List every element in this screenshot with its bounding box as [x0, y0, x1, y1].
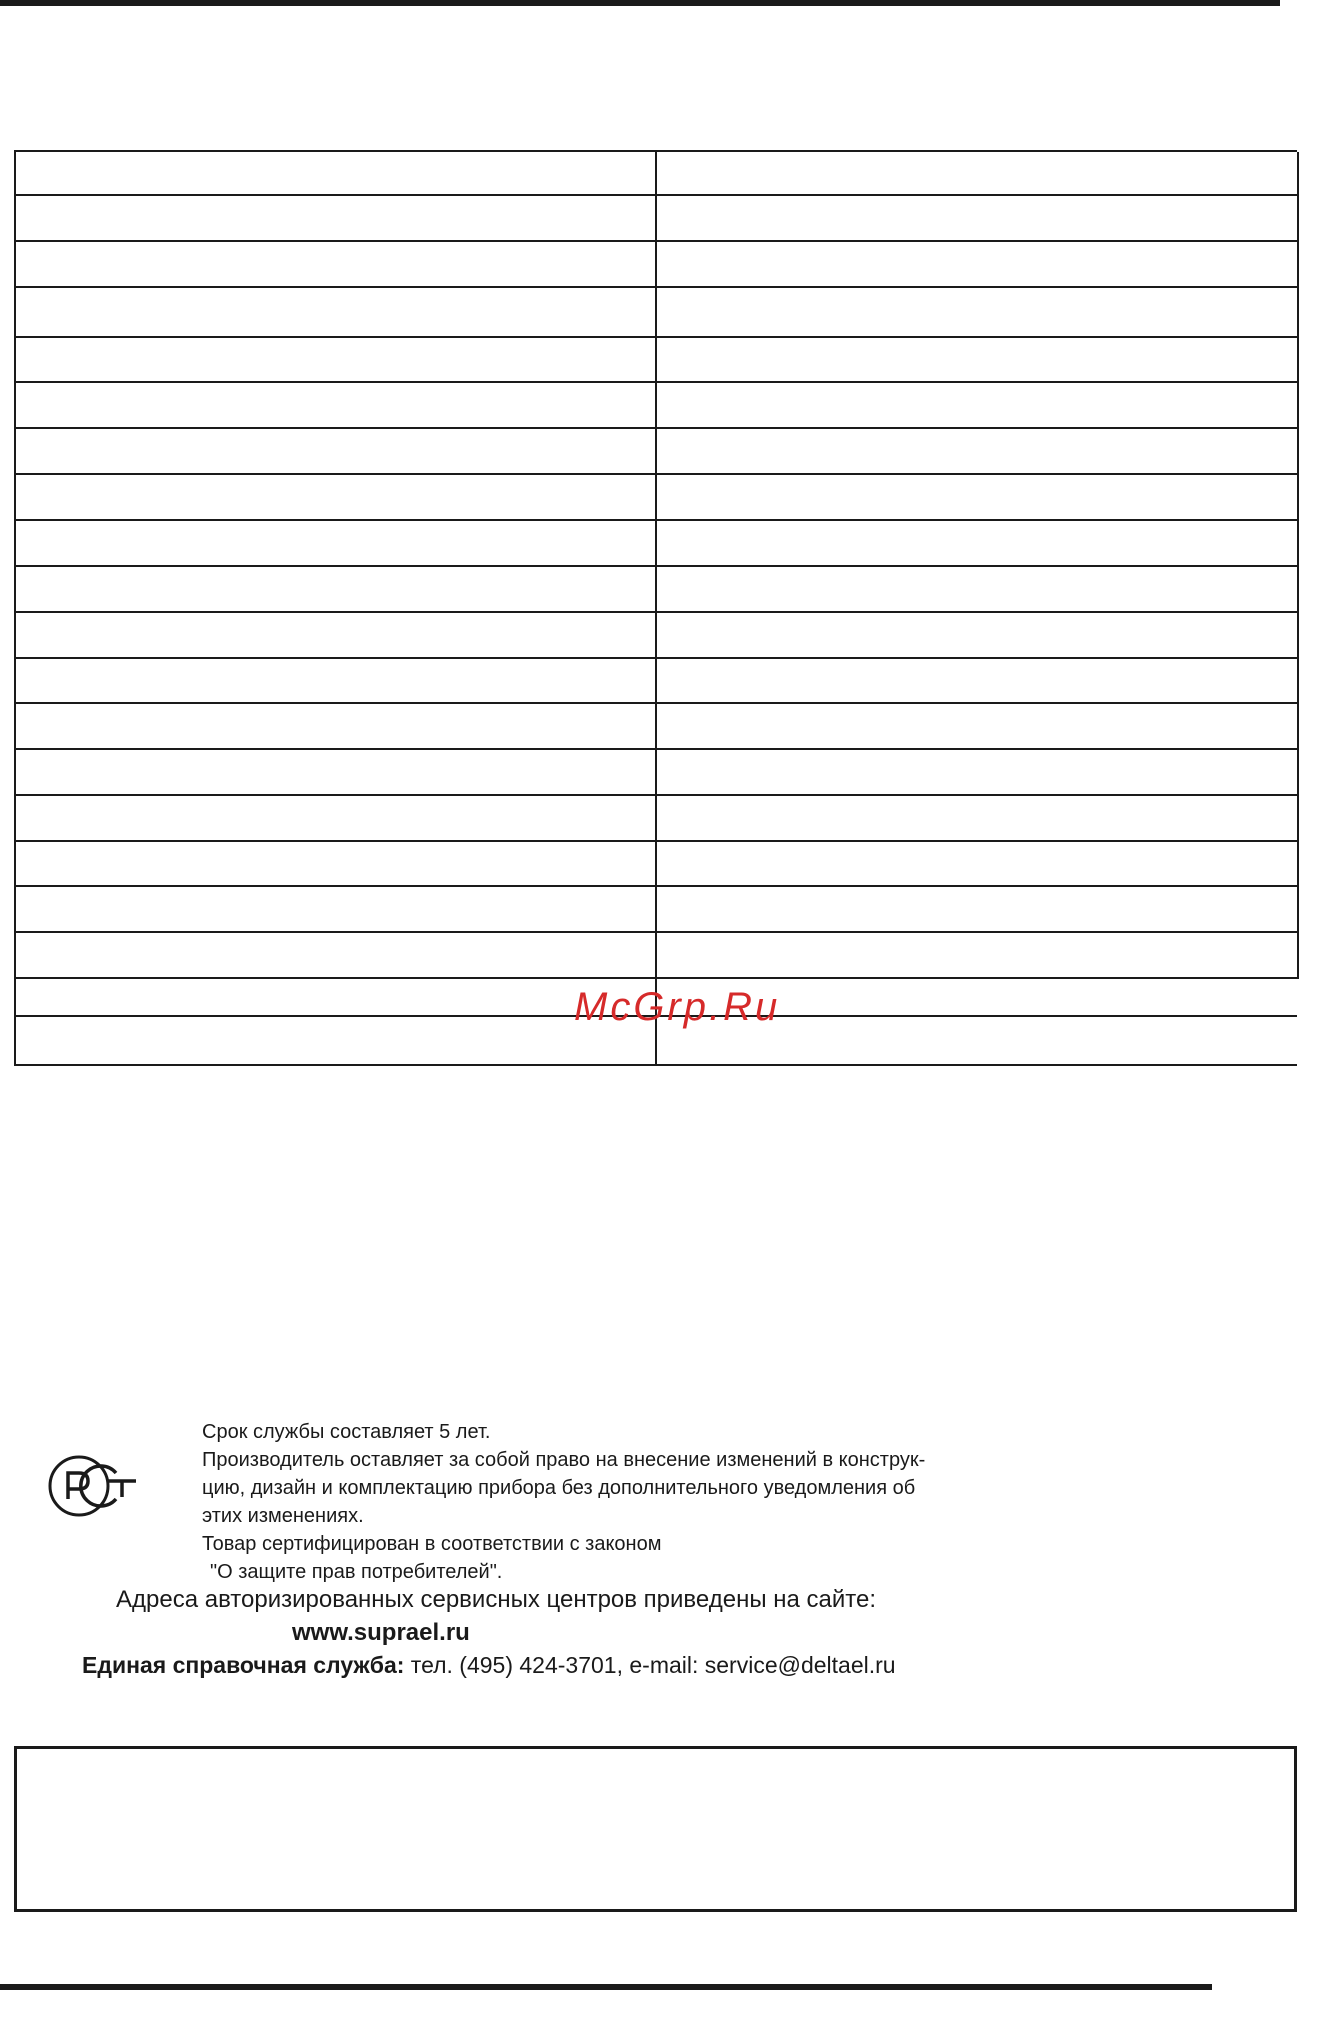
service-life-text: Срок службы составляет 5 лет. [202, 1421, 491, 1443]
bottom-empty-box [14, 1746, 1297, 1912]
table-cell-left [16, 1017, 657, 1064]
table-cell-left [16, 338, 657, 381]
table-cell-right [657, 242, 1297, 286]
service-centers-text: Адреса авторизированных сервисных центров приведены на сайте: [116, 1586, 877, 1613]
rst-certification-mark-icon [46, 1453, 142, 1519]
table-row [16, 196, 1297, 242]
table-row [16, 475, 1297, 521]
manufacturer-rights-line-2: цию, дизайн и комплектацию прибора без дополнительного уведомления об [202, 1477, 916, 1499]
table-cell-left [16, 521, 657, 565]
helpdesk-contact: тел. (495) 424-3701, e-mail: service@deltael.ru [410, 1652, 896, 1678]
table-cell-left [16, 659, 657, 702]
table-row [16, 152, 1297, 196]
table-cell-left [16, 567, 657, 611]
table-cell-right [657, 383, 1297, 427]
table-cell-right [657, 750, 1297, 794]
table-cell-left [16, 383, 657, 427]
table-cell-right [657, 933, 1297, 977]
table-cell-right [657, 659, 1297, 702]
table-row [16, 704, 1297, 750]
table-cell-right [657, 196, 1297, 240]
empty-form-table [14, 150, 1297, 1066]
table-row [16, 796, 1297, 842]
helpdesk-info [82, 1652, 896, 1679]
table-cell-right [657, 475, 1297, 519]
manufacturer-rights-line-1: Производитель оставляет за собой право на внесение изменений в конструк- [202, 1449, 926, 1471]
table-row [16, 242, 1297, 288]
website-link[interactable]: www.suprael.ru [292, 1619, 470, 1646]
manufacturer-rights-line-3: этих изменениях. [202, 1505, 364, 1527]
table-cell-right [657, 338, 1297, 381]
table-row [16, 933, 1297, 979]
bottom-rule [0, 1984, 1212, 1990]
table-row [16, 338, 1297, 383]
table-cell-left [16, 242, 657, 286]
watermark-text: McGrp.Ru [574, 985, 781, 1029]
product-notes [202, 1418, 1072, 1586]
table-row [16, 288, 1297, 338]
table-cell-left [16, 979, 657, 1015]
table-cell-left [16, 933, 657, 977]
table-row [16, 567, 1297, 613]
table-cell-right [657, 567, 1297, 611]
table-row [16, 842, 1297, 887]
table-row [16, 887, 1297, 933]
table-right-edge [1297, 152, 1299, 979]
table-cell-right [657, 704, 1297, 748]
table-cell-left [16, 842, 657, 885]
table-cell-right [657, 796, 1297, 840]
table-cell-right [657, 613, 1297, 657]
table-cell-left [16, 750, 657, 794]
table-cell-right [657, 887, 1297, 931]
table-cell-right [657, 842, 1297, 885]
table-cell-right [657, 152, 1297, 194]
table-cell-left [16, 152, 657, 194]
table-row [16, 383, 1297, 429]
certification-line-1: Товар сертифицирован в соответствии с законом [202, 1533, 662, 1555]
table-cell-right [657, 429, 1297, 473]
table-cell-left [16, 704, 657, 748]
table-cell-right [657, 521, 1297, 565]
table-cell-left [16, 429, 657, 473]
table-cell-left [16, 887, 657, 931]
top-rule [0, 0, 1280, 6]
table-cell-left [16, 196, 657, 240]
table-row [16, 750, 1297, 796]
table-cell-left [16, 288, 657, 336]
table-cell-left [16, 475, 657, 519]
table-row [16, 613, 1297, 659]
table-cell-left [16, 613, 657, 657]
table-row [16, 659, 1297, 704]
table-row [16, 521, 1297, 567]
certification-line-2: "О защите прав потребителей". [210, 1561, 503, 1583]
table-cell-left [16, 796, 657, 840]
table-cell-right [657, 288, 1297, 336]
helpdesk-label: Единая справочная служба: [82, 1652, 405, 1678]
table-row [16, 429, 1297, 475]
